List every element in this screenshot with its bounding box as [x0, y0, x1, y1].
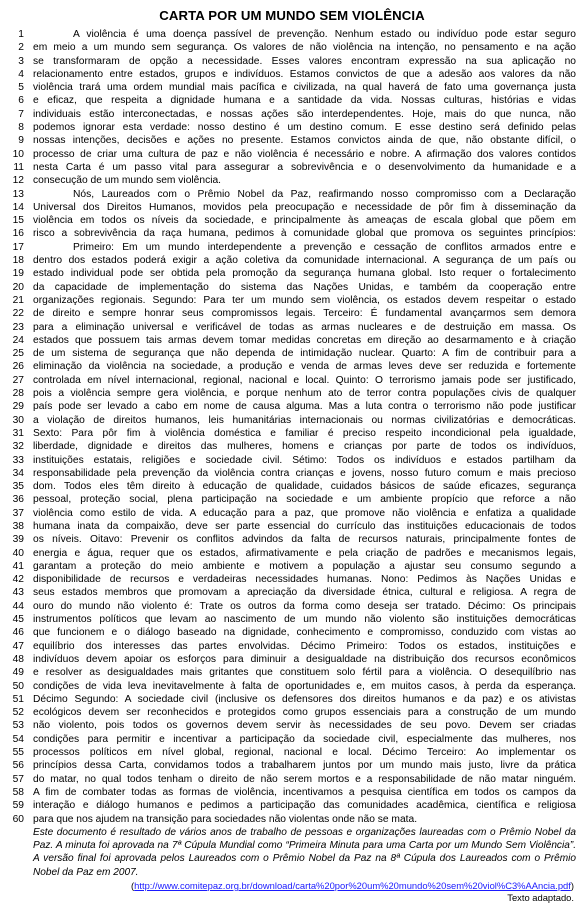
text-line: [0, 706, 584, 719]
line-number: 48: [12, 653, 24, 665]
text-line: [0, 55, 584, 68]
line-text: princípios dessa Carta, convidamos todos a trabalharem juntos por um mundo mais justo, livre da prática: [33, 760, 576, 772]
text-line: [0, 467, 584, 480]
line-number: 13: [12, 188, 24, 200]
line-number: 49: [12, 667, 24, 679]
line-number: 52: [12, 707, 24, 719]
line-text: e eficaz, que respeita a dignidade humana e a santidade da vida. Nossas culturas, histórias e vidas: [33, 95, 576, 107]
line-number: 4: [18, 68, 24, 80]
line-number: 47: [12, 640, 24, 652]
line-number: 33: [12, 454, 24, 466]
line-text: Nós, Laureados com o Prêmio Nobel da Paz, reafirmando nosso compromisso com a Declaração: [73, 188, 576, 200]
line-number: 60: [12, 813, 24, 825]
line-text: Primeiro: Em um mundo interdependente a prevenção e cessação de conflitos armados entre e: [73, 241, 576, 253]
text-line: [0, 227, 584, 240]
line-text: energia e água, requer que os estados, afirmativamente e pela criação de padrões e mecanismos legais,: [33, 547, 576, 559]
source-url-line: (http://www.comitepaz.org.br/download/carta%20por%20um%20mundo%20sem%20viol%C3%AAncia.pdf): [131, 880, 574, 891]
text-line: [0, 640, 584, 653]
line-text: ouro do mundo não violento é: Trate os outros da forma como deseja ser tratado. Décimo: Os principais: [33, 600, 576, 612]
line-text: interação e diálogo humanos e pedimos a participação das comunidades acadêmica, científica e religiosa: [33, 800, 576, 812]
document-title: CARTA POR UM MUNDO SEM VIOLÊNCIA: [159, 8, 425, 23]
text-line: [0, 241, 584, 254]
line-text: relacionamento entre estados, grupos e indivíduos. Estamos convictos de que a adesão aos valores da não: [33, 68, 576, 80]
line-number: 55: [12, 747, 24, 759]
line-text: violência em todos os níveis da sociedade, e principalmente às ameaças de escala global que põem em: [33, 215, 576, 227]
line-number: 23: [12, 321, 24, 333]
text-line: [0, 307, 584, 320]
text-line: [0, 94, 584, 107]
line-number: 21: [12, 294, 24, 306]
line-text: pessoal, proteção social, plena participação na sociedade e um ambiente propício que reforce a não: [33, 494, 576, 506]
text-line: [0, 121, 584, 134]
line-text: individuais estão interconectadas, e nossas ações são interdependentes. Hoje, mais do que nunca, não: [33, 108, 576, 120]
line-number: 3: [18, 55, 24, 67]
line-text: violência trará uma ordem mundial mais pacífica e civilizada, na qual haverá de fato uma governança justa: [33, 82, 576, 94]
line-number: 35: [12, 481, 24, 493]
line-text: A violência é uma doença passível de prevenção. Nenhum estado ou indivíduo pode estar seguro: [73, 29, 576, 40]
line-text: estados que possuem tais armas devem tomar medidas concretas em direção ao desarmamento e à criação: [33, 334, 576, 346]
text-line: [0, 586, 584, 599]
text-line: [0, 81, 584, 94]
text-line: [0, 786, 584, 799]
line-text: podemos ignorar esta verdade: nosso destino é um destino comum. E esse destino será definido pelas: [33, 122, 576, 134]
line-text: a violação de direitos humanos, leis humanitárias internacionais ou normas civilizatórias e democráticas.: [33, 414, 576, 426]
line-number: 41: [12, 560, 24, 572]
text-line: [0, 520, 584, 533]
text-line: [0, 507, 584, 520]
line-number: 38: [12, 520, 24, 532]
line-text: liberdade, dignidade e direitos das mulheres, homens e crianças por parte de todos os indivíduos,: [33, 441, 576, 453]
line-text: em meio a um mundo sem segurança. Os valores de não violência na intenção, no pensamento e na ação: [33, 42, 576, 54]
line-number: 5: [18, 82, 24, 94]
line-text: do matar, no qual todos tenham o direito de não serem mortos e a responsabilidade de não matar ninguém.: [33, 773, 576, 785]
line-text: de um sistema de segurança que não dependa de intimidação nuclear. Quarto: A fim de contribuir para a: [33, 348, 576, 360]
text-line: [0, 334, 584, 347]
text-line: [0, 281, 584, 294]
line-number: 44: [12, 600, 24, 612]
text-line: [0, 693, 584, 706]
line-number: 1: [18, 29, 24, 40]
line-text: dentro dos estados poderá exigir a ação coletiva da comunidade internacional. A segurança de um país ou: [33, 255, 576, 267]
text-line: [0, 613, 584, 626]
text-line: [0, 387, 584, 400]
line-number: 54: [12, 733, 24, 745]
line-number: 25: [12, 348, 24, 360]
line-number: 16: [12, 228, 24, 240]
line-text: não violento, pois todos os governos devem servir às necessidades de seu povo. Devem ser criadas: [33, 720, 576, 732]
text-line: [0, 733, 584, 746]
text-line: [0, 547, 584, 560]
line-number: 27: [12, 374, 24, 386]
line-number: 8: [18, 122, 24, 134]
line-number: 6: [18, 95, 24, 107]
line-text: instrumentos políticos que levam ao nascimento de um mundo não violento são instituições democráticas: [33, 614, 576, 626]
line-text: controlada em nível internacional, regional, nacional e local. Quinto: O terrorismo jamais pode ser justificado,: [33, 374, 576, 386]
text-line: [0, 427, 584, 440]
line-number: 15: [12, 215, 24, 227]
line-number: 45: [12, 614, 24, 626]
line-text: instituições estatais, religiões e sociedade civil. Sétimo: Todos os indivíduos e estados partilham da: [33, 454, 576, 466]
text-line: [0, 666, 584, 679]
line-text: violência como estilo de vida. A educação para a paz, que promove não violência e enfatiza a qualidade: [33, 507, 576, 519]
line-number: 29: [12, 401, 24, 413]
text-line: [0, 360, 584, 373]
line-text: condições de vida leva inevitavelmente à falta de oportunidades e, em muitos casos, à perda da esperança.: [33, 680, 576, 692]
text-line: [0, 374, 584, 387]
line-number: 28: [12, 388, 24, 400]
text-line: [0, 626, 584, 639]
text-line: [0, 214, 584, 227]
line-text: disponibilidade de recursos e verdadeiras necessidades humanas. Nono: Pedimos às Nações Unidas e: [33, 574, 576, 586]
line-number: 51: [12, 693, 24, 705]
text-line: [0, 480, 584, 493]
text-line: [0, 28, 584, 41]
line-text: para a eliminação universal e verificável de todas as armas nucleares e de destruição em massa. Os: [33, 321, 576, 333]
line-number: 50: [12, 680, 24, 692]
line-text: equilíbrio dos interesses das partes envolvidas. Décimo Primeiro: Todos os estados, instituições e: [33, 640, 576, 652]
line-number: 10: [12, 148, 24, 160]
line-number: 32: [12, 441, 24, 453]
line-text: condições para permitir e incentivar a participação da sociedade civil, especialmente das mulheres, nos: [33, 733, 576, 745]
line-text: ecológicos devem ser reconhecidos e protegidos como grupos essenciais para a construção de um mundo: [33, 707, 576, 719]
line-text: dom. Todos eles têm direito à educação de qualidade, cuidados básicos de saúde eficazes, segurança: [33, 481, 576, 493]
text-line: [0, 321, 584, 334]
line-number: 53: [12, 720, 24, 732]
line-number: 37: [12, 507, 24, 519]
line-number: 31: [12, 427, 24, 439]
text-line: [0, 573, 584, 586]
line-text: e resolver as desigualdades mais gritantes que constituem solo fértil para a violência. O desequilíbrio nas: [33, 667, 576, 679]
line-text: Sexto: Para pôr fim à violência doméstica e familiar é preciso respeito incondicional pela igualdade,: [33, 427, 576, 439]
text-line: [0, 813, 584, 826]
text-line: [0, 294, 584, 307]
text-line: [0, 773, 584, 786]
adapted-label: Texto adaptado.: [507, 892, 574, 903]
line-text: que funcionem e o diálogo baseado na dignidade, conhecimento e compromisso, conduzido com vistas ao: [33, 627, 576, 639]
line-text: se transformaram de opção a necessidade. Esses valores encontram expressão na sua aplicação no: [33, 55, 576, 67]
text-line: [0, 680, 584, 693]
text-line: [0, 267, 584, 280]
text-line: [0, 347, 584, 360]
line-text: Universal dos Direitos Humanos, movidos pela preocupação e necessidade de pôr fim à disseminação da: [33, 201, 576, 213]
line-text: estado individual pode ser obtida pela promoção da segurança humana global. Isto requer o fortalecimento: [33, 268, 576, 280]
line-text: pois a violência sempre gera violência, e porque nenhum ato de terror contra populações civis de qualquer: [33, 388, 576, 400]
text-line: [0, 188, 584, 201]
line-text: organizações regionais. Segundo: Para ter um mundo sem violência, os estados devem respeitar o estado: [33, 294, 576, 306]
source-link[interactable]: http://www.comitepaz.org.br/download/carta%20por%20um%20mundo%20sem%20viol%C3%AAncia.pdf: [134, 880, 571, 891]
line-number: 17: [12, 241, 24, 253]
text-line: [0, 134, 584, 147]
line-number: 9: [18, 135, 24, 147]
text-line: [0, 414, 584, 427]
text-line: [0, 759, 584, 772]
line-number: 56: [12, 760, 24, 772]
line-number: 19: [12, 268, 24, 280]
text-line: [0, 653, 584, 666]
text-line: [0, 440, 584, 453]
text-line: [0, 174, 584, 187]
text-line: [0, 746, 584, 759]
line-text: seus estados membros que promovam a apreciação da diversidade étnica, cultural e religiosa. A regra de: [33, 587, 576, 599]
line-number: 36: [12, 494, 24, 506]
line-number: 34: [12, 467, 24, 479]
text-line: [0, 41, 584, 54]
line-number: 11: [13, 161, 24, 173]
line-text: A fim de combater todas as formas de violência, incentivamos a pesquisa científica em todos os campos da: [33, 786, 576, 798]
line-number: 12: [12, 175, 24, 187]
text-line: [0, 719, 584, 732]
line-number: 30: [12, 414, 24, 426]
text-line: [0, 454, 584, 467]
text-line: [0, 201, 584, 214]
line-text: processo de criar uma cultura de paz e não violência é necessário e nobre. A afirmação dos valores contidos: [33, 148, 576, 160]
line-text: país pode ser levado a cabo em nome de causa alguma. Mas a luta contra o terrorismo não pode justificar: [33, 401, 576, 413]
text-line: [0, 148, 584, 161]
text-line: [0, 493, 584, 506]
line-number: 14: [12, 201, 24, 213]
line-number: 40: [12, 547, 24, 559]
line-text: humana inata da compaixão, deve ser parte essencial do currículo das instituições educacionais de todos: [33, 520, 576, 532]
line-number: 46: [12, 627, 24, 639]
line-text: processos políticos em nível global, regional, nacional e local. Décimo Terceiro: Ao implementar os: [33, 747, 576, 759]
text-line: [0, 68, 584, 81]
line-number: 58: [12, 786, 24, 798]
text-line: [0, 533, 584, 546]
line-text: indivíduos devem apoiar os esforços para diminuir a desigualdade na distribuição dos recursos econômicos: [33, 653, 576, 665]
numbered-text-body: [0, 28, 584, 826]
line-text: da capacidade de implementação do sistema das Nações Unidas, e também da cooperação entre: [33, 281, 576, 293]
line-text: os níveis. Oitavo: Prevenir os conflitos advindos da falta de recursos naturais, principalmente fontes de: [33, 534, 576, 546]
text-line: [0, 108, 584, 121]
line-text: risco a sobrevivência da raça humana, pedimos à comunidade global que promova os seguintes princípios:: [33, 228, 576, 240]
line-text: garantam a proteção do meio ambiente e motivem a população a ajustar seu consumo segundo a: [33, 560, 576, 572]
line-number: 26: [12, 361, 24, 373]
text-line: [0, 799, 584, 812]
line-text: nossas intenções, decisões e ações no presente. Estamos convictos ainda de que, não obstante difícil, o: [33, 135, 576, 147]
line-number: 43: [12, 587, 24, 599]
line-number: 2: [18, 42, 24, 54]
line-number: 39: [12, 534, 24, 546]
text-line: [0, 161, 584, 174]
line-number: 20: [12, 281, 24, 293]
line-text: para que nos ajudem na transição para sociedades não violentas onde não se mata.: [33, 813, 418, 825]
line-number: 42: [12, 574, 24, 586]
line-text: responsabilidade pela prevenção da violência contra crianças e jovens, nosso futuro comum e mais precioso: [33, 467, 576, 479]
line-text: nesta Carta é um passo vital para assegurar a sobrevivência e o desenvolvimento da humanidade e a: [33, 161, 576, 173]
line-text: consecução de um mundo sem violência.: [33, 175, 222, 187]
line-text: eliminação da violência na sociedade, a produção e venda de armas leves deve ser reduzida e fortemente: [33, 361, 576, 373]
source-note: Este documento é resultado de vários anos de trabalho de pessoas e organizações laureadas com o Prêmio Nobel da Paz. A minuta foi aprovada na 7ª Cúpula Mundial como “Primeira Minuta para uma Carta por um Mundo Sem Violência”. A versão final foi aprovada pelos Laureados com o Prêmio Nobel da Paz na 8ª Cúpula dos Laureados com o Prêmio Nobel da Paz em 2007.: [33, 827, 576, 878]
line-number: 7: [18, 108, 24, 120]
line-text: de direito e sempre honrar seus compromissos legais. Terceiro: É fundamental avançarmos sem demora: [33, 308, 576, 320]
text-line: [0, 254, 584, 267]
text-line: [0, 600, 584, 613]
line-number: 18: [12, 255, 24, 267]
text-line: [0, 560, 584, 573]
line-number: 59: [12, 800, 24, 812]
line-text: Décimo Segundo: A sociedade civil (inclusive os defensores dos direitos humanos e da paz) e os ativistas: [33, 693, 576, 705]
line-number: 22: [12, 308, 24, 320]
line-number: 24: [12, 334, 24, 346]
line-number: 57: [12, 773, 24, 785]
text-line: [0, 400, 584, 413]
